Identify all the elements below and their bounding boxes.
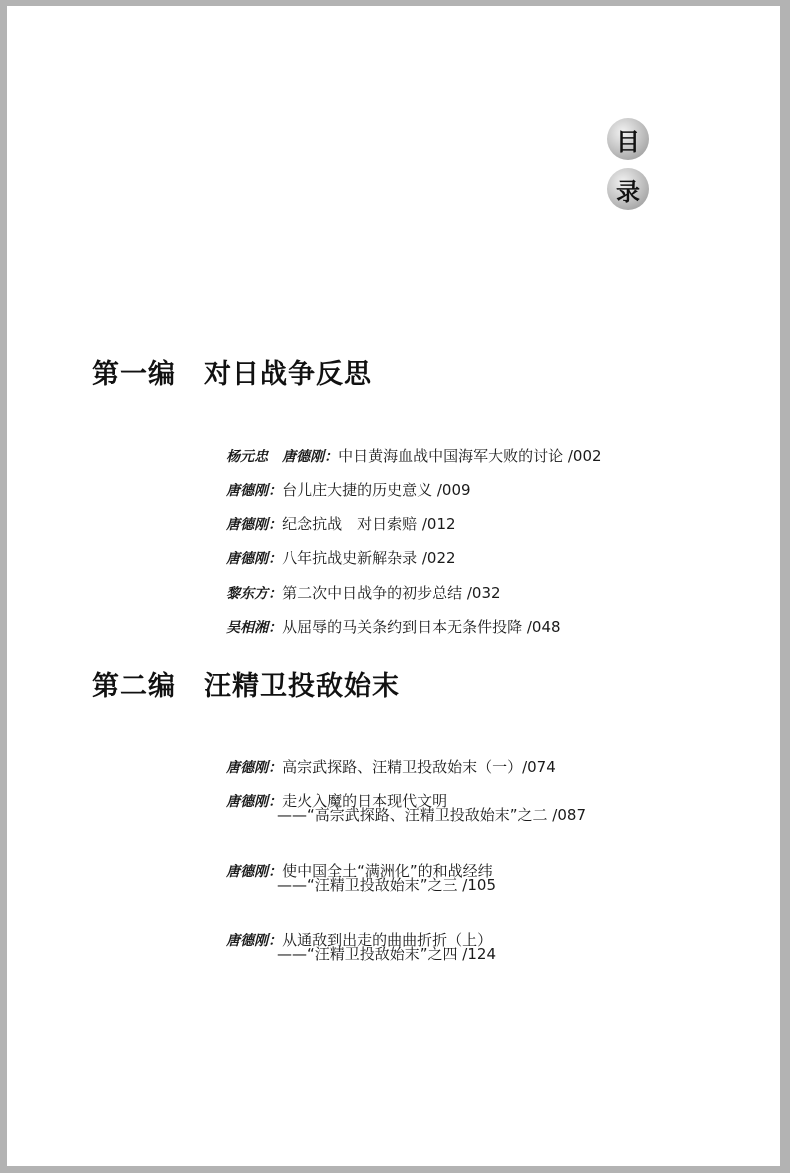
entry-title: 纪念抗战 对日索赔 /012 bbox=[282, 515, 456, 533]
entry-author: 唐德刚： bbox=[226, 933, 283, 949]
entry-subtitle: ——“高宗武探路、汪精卫投敌始末”之二 /087 bbox=[277, 806, 586, 824]
entry-title: 台儿庄大捷的历史意义 /009 bbox=[282, 481, 471, 499]
badge-char-mu: 目 bbox=[616, 127, 640, 156]
entry-author: 唐德刚： bbox=[226, 483, 283, 499]
badge-char-lu: 录 bbox=[616, 177, 640, 206]
entry-title: 八年抗战史新解杂录 /022 bbox=[282, 549, 456, 567]
section-title-2: 第二编 汪精卫投敌始末 bbox=[92, 671, 400, 702]
entry-author: 唐德刚： bbox=[226, 517, 283, 533]
entry-author: 黎东方： bbox=[226, 586, 283, 602]
entry-title: 中日黄海血战中国海军大败的讨论 /002 bbox=[338, 447, 602, 465]
entry-author: 唐德刚： bbox=[226, 864, 283, 880]
section-title-1: 第一编 对日战争反思 bbox=[92, 359, 372, 390]
entry-title: 使中国全土“满洲化”的和战经纬 bbox=[282, 862, 493, 880]
entry-author: 唐德刚： bbox=[226, 760, 283, 776]
entry-title: 走火入魔的日本现代文明 bbox=[282, 792, 448, 810]
book-page bbox=[7, 6, 780, 1166]
entry-subtitle: ——“汪精卫投敌始末”之四 /124 bbox=[277, 945, 496, 963]
toc-badge-mu bbox=[607, 118, 649, 160]
toc-badge-lu bbox=[607, 168, 649, 210]
entry-author: 唐德刚： bbox=[226, 551, 283, 567]
entry-subtitle: ——“汪精卫投敌始末”之三 /105 bbox=[277, 876, 496, 894]
entry-author: 吴相湘： bbox=[226, 620, 283, 636]
entry-author: 杨元忠 唐德刚： bbox=[226, 449, 339, 465]
entry-title: 高宗武探路、汪精卫投敌始末（一）/074 bbox=[282, 758, 556, 776]
entry-title: 从屈辱的马关条约到日本无条件投降 /048 bbox=[282, 618, 561, 636]
entry-title: 从通敌到出走的曲曲折折（上） bbox=[282, 931, 493, 949]
entry-title: 第二次中日战争的初步总结 /032 bbox=[282, 584, 501, 602]
entry-author: 唐德刚： bbox=[226, 794, 283, 810]
toc-entry[interactable] bbox=[207, 597, 561, 658]
